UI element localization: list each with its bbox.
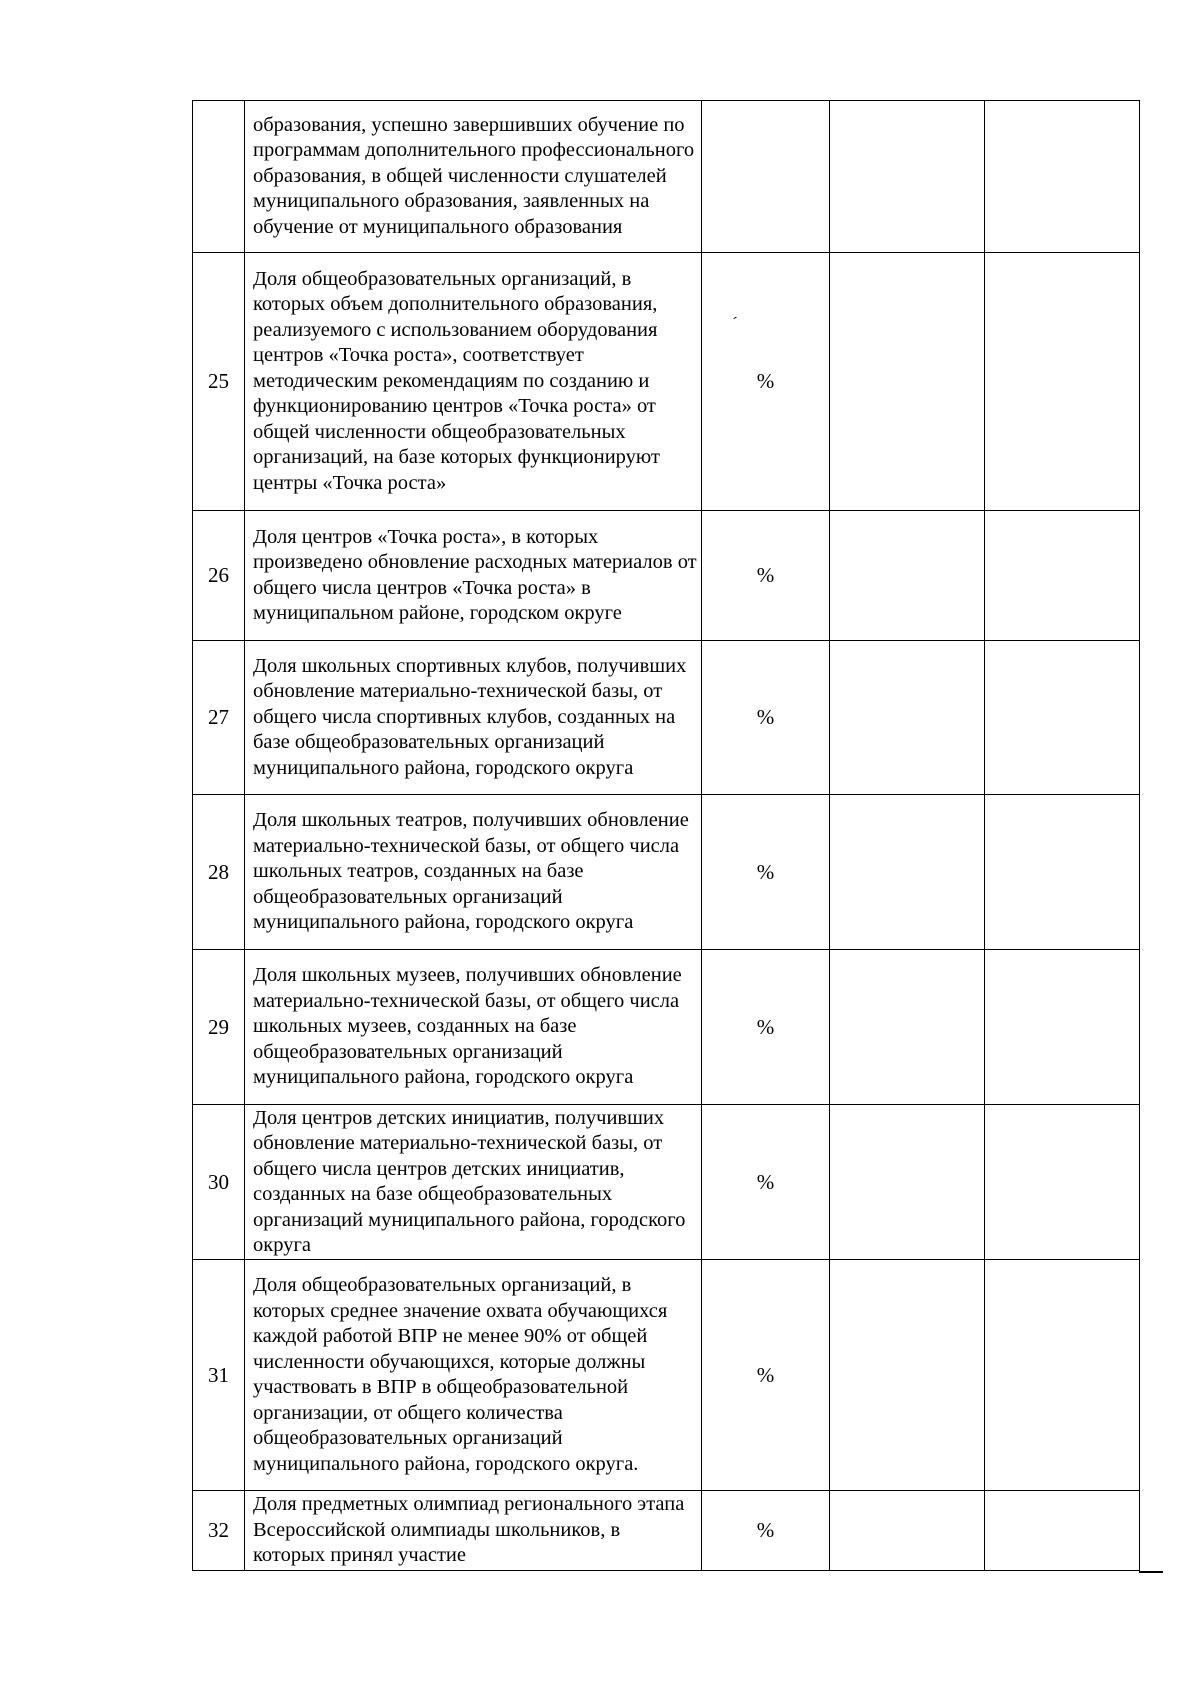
unit-cell: % (702, 641, 830, 795)
indicator-description: Доля предметных олимпиад регионального этапа Всероссийской олимпиады школьников, в которых принял участие (245, 1491, 702, 1571)
row-number: 25 (193, 253, 245, 511)
unit-cell (702, 101, 830, 253)
row-number: 28 (193, 795, 245, 950)
value-cell (985, 641, 1140, 795)
value-cell (985, 1260, 1140, 1491)
indicator-description: Доля центров «Точка роста», в которых произведено обновление расходных материалов от общего числа центров «Точка роста» в муниципальном районе, городском округе (245, 511, 702, 641)
indicator-description: Доля общеобразовательных организаций, в которых среднее значение охвата обучающихся каждой работой ВПР не менее 90% от общей численности обучающихся, которые должны участвовать в ВПР в общеобразовательной организации, от общего количества общеобразовательных организаций муниципального района, городского округа. (245, 1260, 702, 1491)
value-cell (985, 950, 1140, 1105)
row-number: 27 (193, 641, 245, 795)
indicator-description: Доля школьных музеев, получивших обновление материально-технической базы, от общего числа школьных музеев, созданных на базе общеобразовательных организаций муниципального района, городского округа (245, 950, 702, 1105)
value-cell (830, 511, 985, 641)
table-row (193, 101, 1140, 253)
indicator-description: Доля центров детских инициатив, получивших обновление материально-технической базы, от общего числа центров детских инициатив, созданных на базе общеобразовательных организаций муниципального района, городского округа (245, 1105, 702, 1260)
value-cell (985, 253, 1140, 511)
unit-cell: % (702, 950, 830, 1105)
row-number: 30 (193, 1105, 245, 1260)
value-cell (830, 641, 985, 795)
table-row (193, 1105, 1140, 1260)
table-row (193, 253, 1140, 511)
value-cell (985, 795, 1140, 950)
indicator-description: Доля школьных театров, получивших обновление материально-технической базы, от общего числа школьных театров, созданных на базе общеобразовательных организаций муниципального района, городского округа (245, 795, 702, 950)
unit-cell: % (702, 1105, 830, 1260)
indicator-description: образования, успешно завершивших обучение по программам дополнительного профессионального образования, в общей численности слушателей муниципального образования, заявленных на обучение от муниципального образования (245, 101, 702, 253)
border-overrun-line (1139, 1571, 1163, 1573)
unit-cell: % (702, 253, 830, 511)
indicators-table (192, 100, 1140, 1571)
value-cell (830, 1260, 985, 1491)
row-number: 26 (193, 511, 245, 641)
row-number: 31 (193, 1260, 245, 1491)
table-row (193, 950, 1140, 1105)
indicator-description: Доля общеобразовательных организаций, в которых объем дополнительного образования, реализуемого с использованием оборудования центров «Точка роста», соответствует методическим рекомендациям по созданию и функционированию центров «Точка роста» от общей численности общеобразовательных организаций, на базе которых функционируют центры «Точка роста» (245, 253, 702, 511)
value-cell (985, 1105, 1140, 1260)
value-cell (830, 950, 985, 1105)
row-number (193, 101, 245, 253)
table-row (193, 641, 1140, 795)
pen-mark: ˏ (730, 303, 743, 321)
value-cell (830, 795, 985, 950)
value-cell (830, 253, 985, 511)
table-row (193, 1491, 1140, 1571)
value-cell (985, 1491, 1140, 1571)
indicator-description: Доля школьных спортивных клубов, получивших обновление материально-технической базы, от общего числа спортивных клубов, созданных на базе общеобразовательных организаций муниципального района, городского округа (245, 641, 702, 795)
table-row (193, 1260, 1140, 1491)
value-cell (985, 511, 1140, 641)
unit-cell: % (702, 1260, 830, 1491)
table-row (193, 795, 1140, 950)
value-cell (985, 101, 1140, 253)
value-cell (830, 101, 985, 253)
table-row (193, 511, 1140, 641)
value-cell (830, 1491, 985, 1571)
row-number: 32 (193, 1491, 245, 1571)
unit-cell: % (702, 511, 830, 641)
unit-cell: % (702, 795, 830, 950)
value-cell (830, 1105, 985, 1260)
row-number: 29 (193, 950, 245, 1105)
unit-cell: % (702, 1491, 830, 1571)
